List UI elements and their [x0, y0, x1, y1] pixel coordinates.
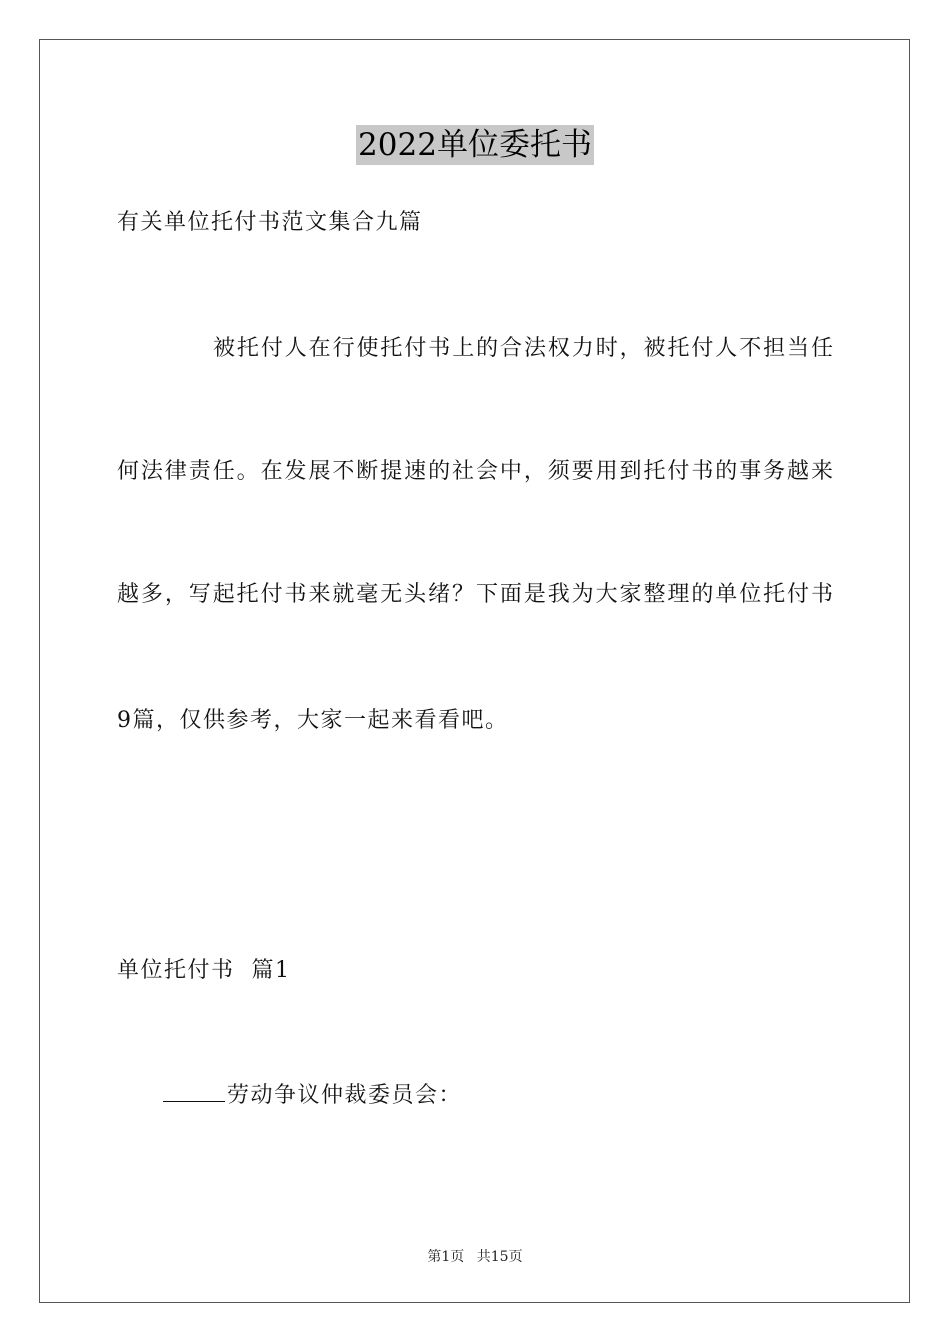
page-number: 第1页 [427, 1249, 465, 1265]
document-subtitle: 有关单位托付书范文集合九篇 [117, 210, 423, 235]
document-title: 2022单位委托书 [358, 127, 592, 163]
paragraph-line-1: 被托付人在行使托付书上的合法权力时，被托付人不担当任 [213, 336, 833, 361]
addressee-text: 劳动争议仲裁委员会： [227, 1083, 463, 1108]
paragraph-line-2: 何法律责任。在发展不断提速的社会中，须要用到托付书的事务越来 [117, 459, 833, 484]
section-heading: 单位托付书 篇1 [117, 958, 291, 983]
title-container [0, 125, 950, 165]
page-footer [0, 1247, 950, 1267]
page-total: 共15页 [476, 1249, 523, 1265]
paragraph-line-3: 越多，写起托付书来就毫无头绪？下面是我为大家整理的单位托付书 [117, 582, 833, 607]
paragraph-line-4: 9篇，仅供参考，大家一起来看看吧。 [117, 708, 509, 733]
fill-in-blank [163, 1081, 225, 1102]
addressee-line [163, 1081, 462, 1111]
